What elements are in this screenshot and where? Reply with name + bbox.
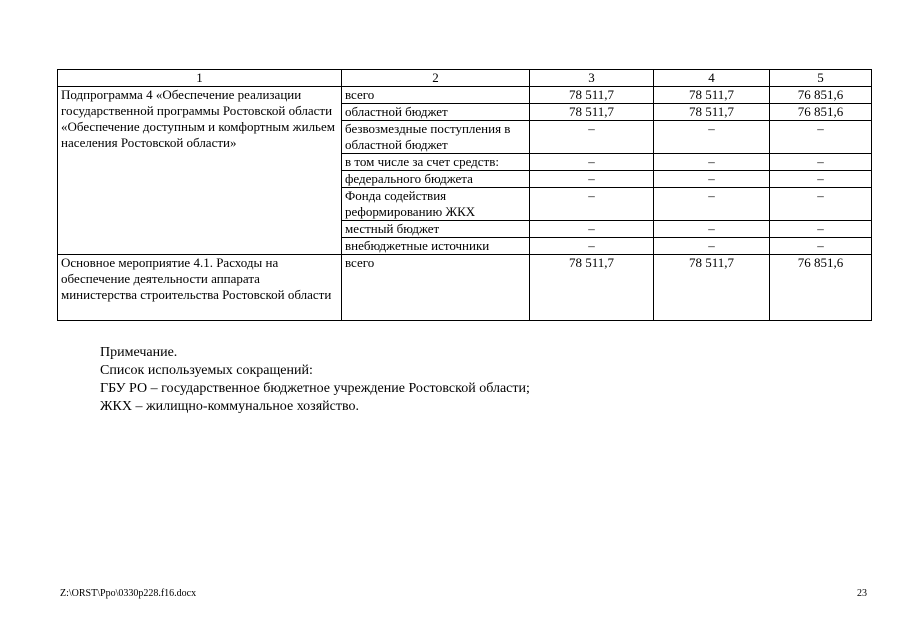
table-row	[58, 255, 872, 321]
value-cell: 76 851,6	[770, 104, 872, 121]
activity-title: Основное мероприятие 4.1. Расходы на обеспечение деятельности аппарата министерства строительства Ростовской области	[58, 255, 342, 321]
value-cell: 78 511,7	[530, 104, 654, 121]
source-label: областной бюджет	[342, 104, 530, 121]
value-cell: –	[530, 221, 654, 238]
table-row	[58, 87, 872, 104]
value-cell: –	[770, 154, 872, 171]
source-label: внебюджетные источники	[342, 238, 530, 255]
value-cell: –	[654, 154, 770, 171]
budget-table	[57, 69, 872, 321]
value-cell: 76 851,6	[770, 87, 872, 104]
value-cell: –	[654, 188, 770, 221]
source-label: всего	[342, 87, 530, 104]
value-cell: –	[530, 188, 654, 221]
value-cell: 78 511,7	[530, 87, 654, 104]
note-item: ЖКХ – жилищно-коммунальное хозяйство.	[100, 399, 359, 414]
header-row	[58, 70, 872, 87]
value-cell: 78 511,7	[654, 255, 770, 321]
source-label: всего	[342, 255, 530, 321]
footer-file-path: Z:\ORST\Ppo\0330p228.f16.docx	[60, 588, 197, 599]
value-cell: –	[770, 221, 872, 238]
col-header-4: 4	[654, 70, 770, 87]
value-cell: –	[530, 171, 654, 188]
page-number: 23	[857, 588, 867, 599]
value-cell: –	[770, 238, 872, 255]
source-label: федерального бюджета	[342, 171, 530, 188]
value-cell: 78 511,7	[654, 104, 770, 121]
source-label: местный бюджет	[342, 221, 530, 238]
source-label: Фонда содействия реформированию ЖКХ	[342, 188, 530, 221]
value-cell: 78 511,7	[530, 255, 654, 321]
note-title: Примечание.	[100, 345, 178, 360]
value-cell: –	[530, 154, 654, 171]
col-header-1: 1	[58, 70, 342, 87]
value-cell: –	[530, 238, 654, 255]
value-cell: –	[654, 238, 770, 255]
subprogram-title: Подпрограмма 4 «Обеспечение реализации государственной программы Ростовской области «Обеспечение доступным и комфортным жильем населения Ростовской области»	[58, 87, 342, 255]
col-header-5: 5	[770, 70, 872, 87]
value-cell: –	[770, 121, 872, 154]
abbreviations-note	[100, 344, 530, 416]
note-subtitle: Список используемых сокращений:	[100, 363, 313, 378]
col-header-3: 3	[530, 70, 654, 87]
value-cell: 76 851,6	[770, 255, 872, 321]
note-item: ГБУ РО – государственное бюджетное учреждение Ростовской области;	[100, 381, 530, 396]
source-label: безвозмездные поступления в областной бюджет	[342, 121, 530, 154]
col-header-2: 2	[342, 70, 530, 87]
value-cell: –	[770, 188, 872, 221]
value-cell: –	[770, 171, 872, 188]
source-label: в том числе за счет средств:	[342, 154, 530, 171]
value-cell: –	[530, 121, 654, 154]
value-cell: –	[654, 121, 770, 154]
value-cell: –	[654, 171, 770, 188]
value-cell: –	[654, 221, 770, 238]
value-cell: 78 511,7	[654, 87, 770, 104]
